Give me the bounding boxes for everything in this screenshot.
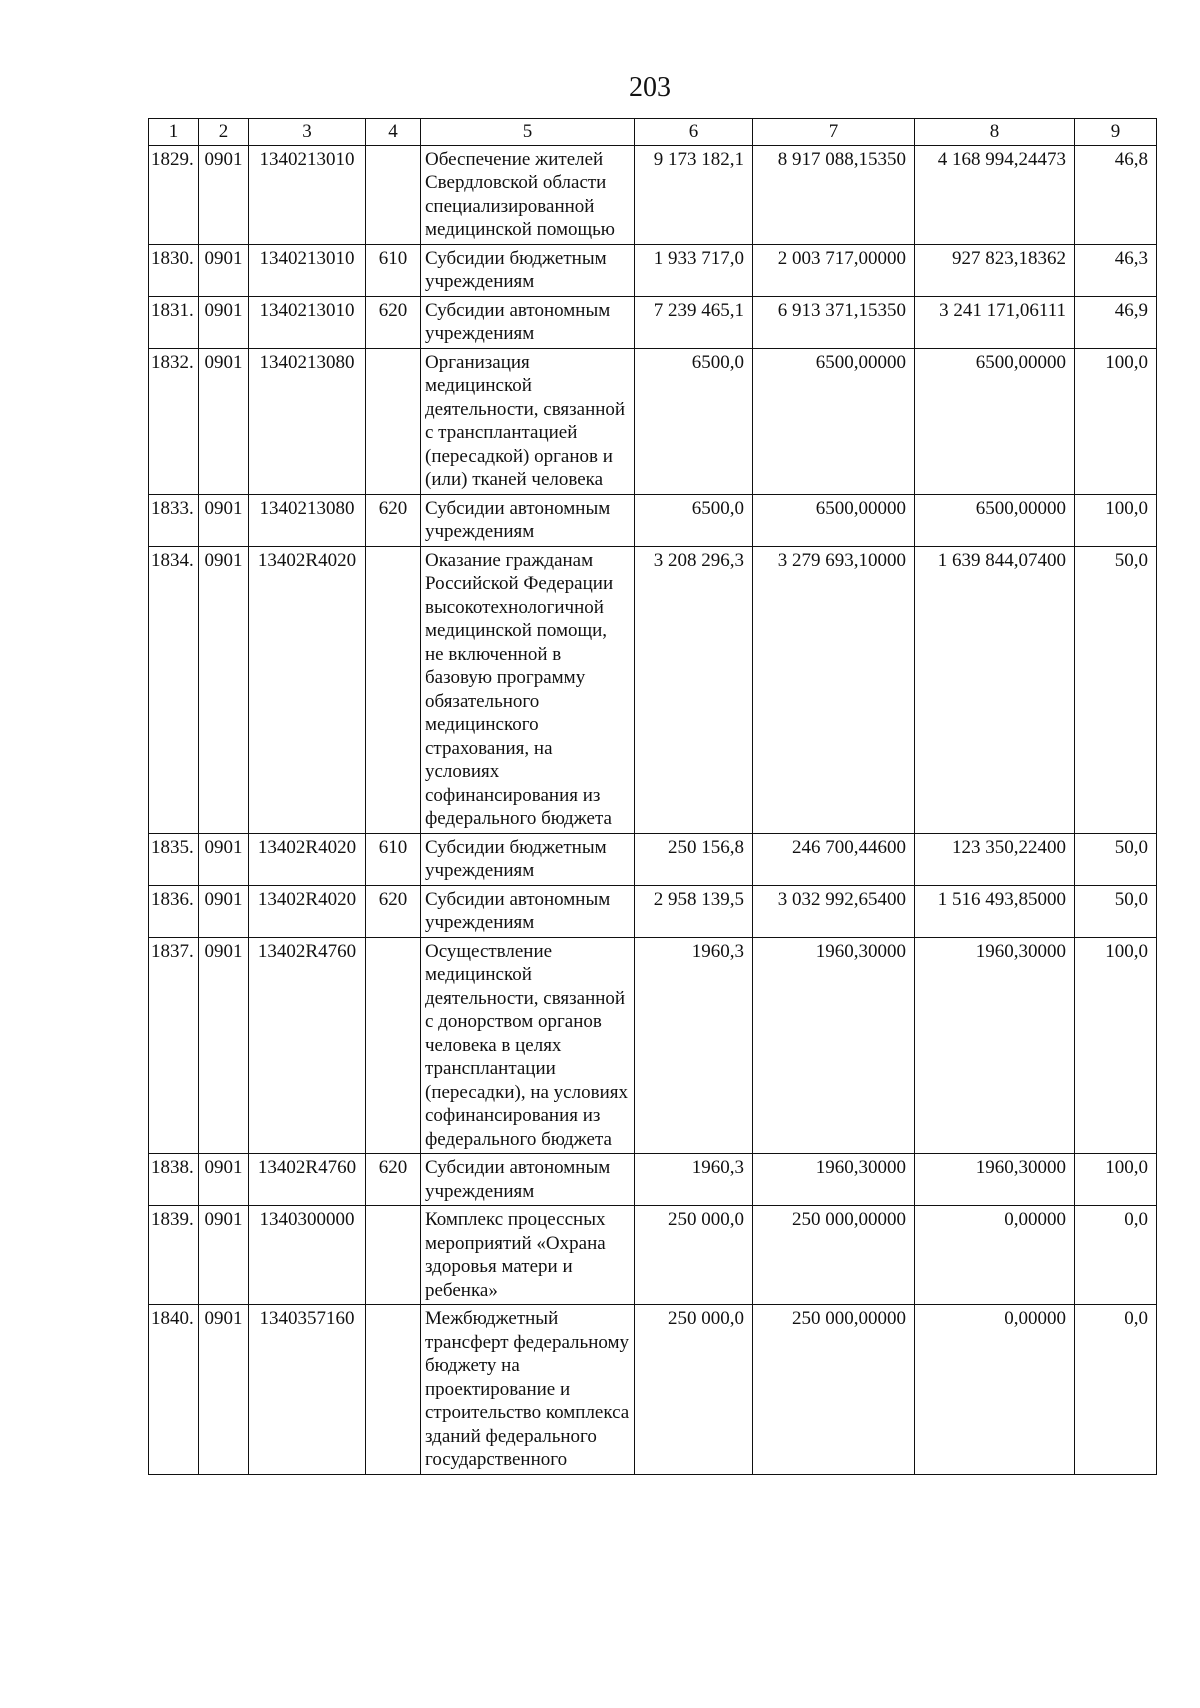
column-header: 1 [149, 119, 199, 146]
expense-type-cell [366, 546, 421, 833]
target-article-cell: 1340213010 [249, 244, 366, 296]
execution-percent-cell: 46,8 [1075, 145, 1157, 244]
target-article-cell: 13402R4020 [249, 833, 366, 885]
approved-amount-cell: 3 208 296,3 [635, 546, 753, 833]
table-row [149, 348, 1157, 494]
budget-table [148, 118, 1157, 1475]
page-number: 203 [629, 72, 671, 103]
approved-amount-cell: 1960,3 [635, 937, 753, 1154]
target-article-cell: 13402R4760 [249, 937, 366, 1154]
table-row [149, 833, 1157, 885]
budget-plan-cell: 1960,30000 [753, 1154, 915, 1206]
column-header: 7 [753, 119, 915, 146]
execution-percent-cell: 46,3 [1075, 244, 1157, 296]
expense-type-cell: 620 [366, 885, 421, 937]
section-code-cell: 0901 [199, 937, 249, 1154]
executed-amount-cell: 3 241 171,06111 [915, 296, 1075, 348]
budget-plan-cell: 250 000,00000 [753, 1305, 915, 1475]
execution-percent-cell: 100,0 [1075, 494, 1157, 546]
budget-plan-cell: 250 000,00000 [753, 1206, 915, 1305]
table-header-row [149, 119, 1157, 146]
approved-amount-cell: 250 000,0 [635, 1206, 753, 1305]
execution-percent-cell: 100,0 [1075, 1154, 1157, 1206]
execution-percent-cell: 46,9 [1075, 296, 1157, 348]
executed-amount-cell: 927 823,18362 [915, 244, 1075, 296]
item-name-cell: Комплекс процессных мероприятий «Охрана здоровья матери и ребенка» [421, 1206, 635, 1305]
executed-amount-cell: 123 350,22400 [915, 833, 1075, 885]
executed-amount-cell: 0,00000 [915, 1305, 1075, 1475]
row-number-cell: 1831. [149, 296, 199, 348]
budget-plan-cell: 6500,00000 [753, 348, 915, 494]
item-name-cell: Субсидии бюджетным учреждениям [421, 833, 635, 885]
table-row [149, 546, 1157, 833]
item-name-cell: Субсидии автономным учреждениям [421, 885, 635, 937]
item-name-cell: Субсидии бюджетным учреждениям [421, 244, 635, 296]
section-code-cell: 0901 [199, 1154, 249, 1206]
budget-plan-cell: 246 700,44600 [753, 833, 915, 885]
table-row [149, 1154, 1157, 1206]
executed-amount-cell: 6500,00000 [915, 494, 1075, 546]
approved-amount-cell: 1 933 717,0 [635, 244, 753, 296]
column-header: 4 [366, 119, 421, 146]
table-row [149, 244, 1157, 296]
target-article-cell: 1340300000 [249, 1206, 366, 1305]
target-article-cell: 13402R4020 [249, 546, 366, 833]
executed-amount-cell: 0,00000 [915, 1206, 1075, 1305]
table-row [149, 145, 1157, 244]
execution-percent-cell: 100,0 [1075, 348, 1157, 494]
section-code-cell: 0901 [199, 296, 249, 348]
executed-amount-cell: 6500,00000 [915, 348, 1075, 494]
item-name-cell: Осуществление медицинской деятельности, связанной с донорством органов человека в целях трансплантации (пересадки), на условиях софинансирования из федерального бюджета [421, 937, 635, 1154]
execution-percent-cell: 50,0 [1075, 885, 1157, 937]
section-code-cell: 0901 [199, 885, 249, 937]
execution-percent-cell: 0,0 [1075, 1305, 1157, 1475]
row-number-cell: 1837. [149, 937, 199, 1154]
row-number-cell: 1834. [149, 546, 199, 833]
section-code-cell: 0901 [199, 244, 249, 296]
expense-type-cell [366, 348, 421, 494]
row-number-cell: 1829. [149, 145, 199, 244]
execution-percent-cell: 0,0 [1075, 1206, 1157, 1305]
executed-amount-cell: 1 639 844,07400 [915, 546, 1075, 833]
item-name-cell: Субсидии автономным учреждениям [421, 296, 635, 348]
executed-amount-cell: 1960,30000 [915, 1154, 1075, 1206]
row-number-cell: 1833. [149, 494, 199, 546]
approved-amount-cell: 250 156,8 [635, 833, 753, 885]
target-article-cell: 1340213080 [249, 494, 366, 546]
section-code-cell: 0901 [199, 1305, 249, 1475]
expense-type-cell [366, 145, 421, 244]
executed-amount-cell: 1960,30000 [915, 937, 1075, 1154]
row-number-cell: 1839. [149, 1206, 199, 1305]
table-row [149, 885, 1157, 937]
approved-amount-cell: 6500,0 [635, 494, 753, 546]
approved-amount-cell: 2 958 139,5 [635, 885, 753, 937]
column-header: 9 [1075, 119, 1157, 146]
budget-plan-cell: 6 913 371,15350 [753, 296, 915, 348]
expense-type-cell: 620 [366, 494, 421, 546]
expense-type-cell: 620 [366, 1154, 421, 1206]
item-name-cell: Оказание гражданам Российской Федерации высокотехнологичной медицинской помощи, не включенной в базовую программу обязательного медицинского страхования, на условиях софинансирования из федерального бюджета [421, 546, 635, 833]
table-row [149, 937, 1157, 1154]
target-article-cell: 13402R4760 [249, 1154, 366, 1206]
row-number-cell: 1830. [149, 244, 199, 296]
row-number-cell: 1835. [149, 833, 199, 885]
expense-type-cell: 610 [366, 833, 421, 885]
budget-plan-cell: 1960,30000 [753, 937, 915, 1154]
section-code-cell: 0901 [199, 546, 249, 833]
target-article-cell: 1340213080 [249, 348, 366, 494]
target-article-cell: 1340213010 [249, 145, 366, 244]
column-header: 6 [635, 119, 753, 146]
executed-amount-cell: 4 168 994,24473 [915, 145, 1075, 244]
approved-amount-cell: 6500,0 [635, 348, 753, 494]
target-article-cell: 1340213010 [249, 296, 366, 348]
item-name-cell: Субсидии автономным учреждениям [421, 494, 635, 546]
table-row [149, 1305, 1157, 1475]
expense-type-cell [366, 1206, 421, 1305]
execution-percent-cell: 100,0 [1075, 937, 1157, 1154]
row-number-cell: 1832. [149, 348, 199, 494]
approved-amount-cell: 1960,3 [635, 1154, 753, 1206]
execution-percent-cell: 50,0 [1075, 833, 1157, 885]
section-code-cell: 0901 [199, 494, 249, 546]
column-header: 3 [249, 119, 366, 146]
table-row [149, 494, 1157, 546]
column-header: 5 [421, 119, 635, 146]
budget-plan-cell: 3 279 693,10000 [753, 546, 915, 833]
table-row [149, 296, 1157, 348]
approved-amount-cell: 7 239 465,1 [635, 296, 753, 348]
item-name-cell: Субсидии автономным учреждениям [421, 1154, 635, 1206]
budget-plan-cell: 6500,00000 [753, 494, 915, 546]
expense-type-cell: 620 [366, 296, 421, 348]
budget-plan-cell: 2 003 717,00000 [753, 244, 915, 296]
row-number-cell: 1838. [149, 1154, 199, 1206]
budget-plan-cell: 8 917 088,15350 [753, 145, 915, 244]
target-article-cell: 13402R4020 [249, 885, 366, 937]
item-name-cell: Обеспечение жителей Свердловской области специализированной медицинской помощью [421, 145, 635, 244]
expense-type-cell [366, 1305, 421, 1475]
table-row [149, 1206, 1157, 1305]
column-header: 2 [199, 119, 249, 146]
row-number-cell: 1840. [149, 1305, 199, 1475]
budget-plan-cell: 3 032 992,65400 [753, 885, 915, 937]
expense-type-cell: 610 [366, 244, 421, 296]
approved-amount-cell: 250 000,0 [635, 1305, 753, 1475]
target-article-cell: 1340357160 [249, 1305, 366, 1475]
section-code-cell: 0901 [199, 145, 249, 244]
section-code-cell: 0901 [199, 348, 249, 494]
column-header: 8 [915, 119, 1075, 146]
execution-percent-cell: 50,0 [1075, 546, 1157, 833]
section-code-cell: 0901 [199, 1206, 249, 1305]
approved-amount-cell: 9 173 182,1 [635, 145, 753, 244]
item-name-cell: Межбюджетный трансферт федеральному бюджету на проектирование и строительство комплекса зданий федерального государственного [421, 1305, 635, 1475]
row-number-cell: 1836. [149, 885, 199, 937]
executed-amount-cell: 1 516 493,85000 [915, 885, 1075, 937]
expense-type-cell [366, 937, 421, 1154]
section-code-cell: 0901 [199, 833, 249, 885]
item-name-cell: Организация медицинской деятельности, связанной с трансплантацией (пересадкой) органов и (или) тканей человека [421, 348, 635, 494]
